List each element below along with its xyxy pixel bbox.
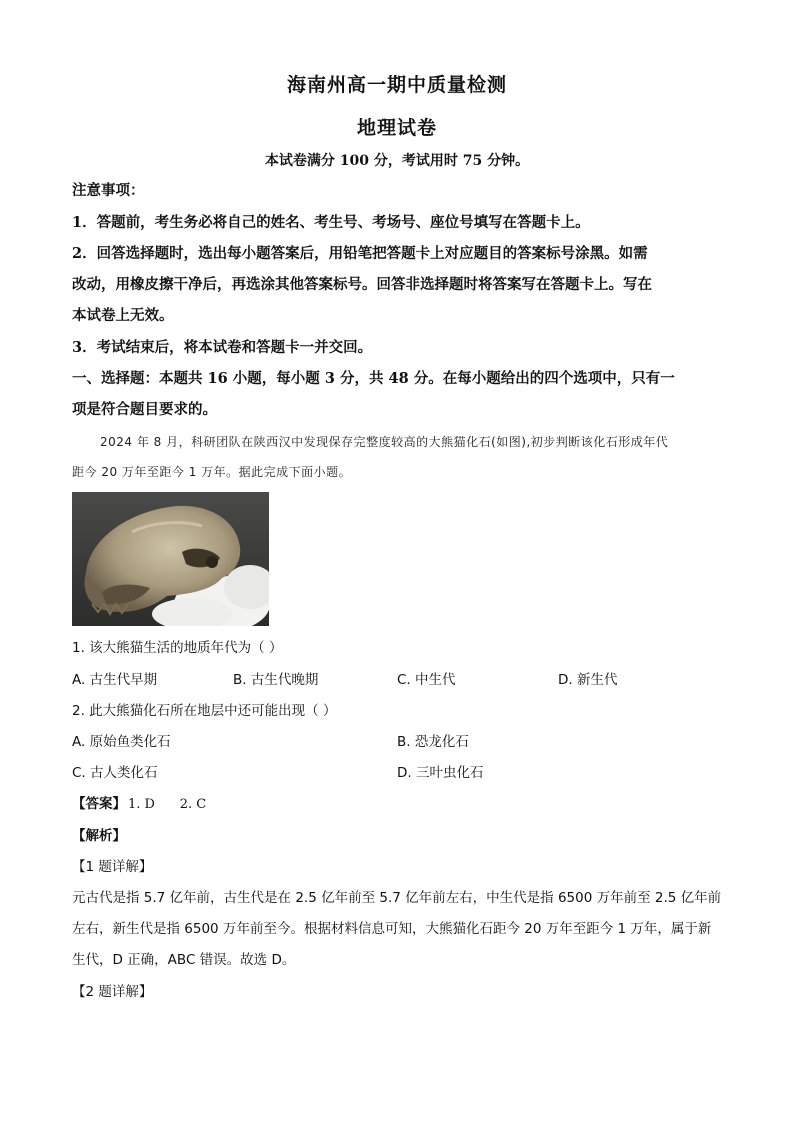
notes-heading: 注意事项： — [72, 182, 145, 199]
q2-detail-tag: 【2 题详解】 — [72, 984, 153, 1000]
material-line-2: 距今 20 万年至距今 1 万年。据此完成下面小题。 — [72, 465, 352, 479]
question-1-stem: 1. 该大熊猫生活的地质年代为（ ） — [72, 640, 283, 656]
exam-title: 海南州高一期中质量检测 — [286, 74, 507, 96]
answer-value: 1. D 2. C — [128, 797, 207, 812]
question-2-option-b[interactable]: B. 恐龙化石 — [397, 734, 469, 750]
analysis-tag: 【解析】 — [72, 828, 126, 844]
section-heading-line-2: 项是符合题目要求的。 — [72, 401, 217, 418]
note-item-2-line-3: 本试卷上无效。 — [72, 307, 174, 324]
note-item-2-line-2: 改动，用橡皮擦干净后，再选涂其他答案标号。回答非选择题时将答案写在答题卡上。写在 — [72, 276, 652, 293]
question-2-option-d[interactable]: D. 三叶虫化石 — [397, 765, 484, 781]
exam-info: 本试卷满分 100 分，考试用时 75 分钟。 — [264, 153, 530, 169]
note-item-3: 3．考试结束后，将本试卷和答题卡一并交回。 — [72, 339, 373, 356]
question-1-option-b[interactable]: B. 古生代晚期 — [233, 672, 319, 688]
q1-detail-line-1: 元古代是指 5.7 亿年前，古生代是在 2.5 亿年前至 5.7 亿年前左右，中生代是指 6500 万年前至 2.5 亿年前 — [72, 890, 722, 906]
panda-fossil-image — [72, 492, 269, 626]
q1-detail-line-2: 左右，新生代是指 6500 万年前至今。根据材料信息可知，大熊猫化石距今 20 万年至距今 1 万年，属于新 — [72, 921, 712, 937]
material-line-1: 2024 年 8 月，科研团队在陕西汉中发现保存完整度较高的大熊猫化石(如图),初步判断该化石形成年代 — [100, 435, 669, 449]
subject-title: 地理试卷 — [356, 117, 437, 139]
question-1-option-c[interactable]: C. 中生代 — [397, 672, 456, 688]
q1-detail-line-3: 生代，D 正确，ABC 错误。故选 D。 — [72, 952, 296, 968]
note-item-1: 1．答题前，考生务必将自己的姓名、考生号、考场号、座位号填写在答题卡上。 — [72, 214, 590, 231]
note-item-2-line-1: 2．回答选择题时，选出每小题答案后，用铅笔把答题卡上对应题目的答案标号涂黑。如需 — [72, 245, 648, 262]
answer-tag: 【答案】 — [72, 796, 126, 812]
panda-fossil-photo — [72, 492, 269, 626]
question-2-stem: 2. 此大熊猫化石所在地层中还可能出现（ ） — [72, 703, 337, 719]
q1-detail-tag: 【1 题详解】 — [72, 859, 153, 875]
section-heading-line-1: 一、选择题：本题共 16 小题，每小题 3 分，共 48 分。在每小题给出的四个选项中，只有一 — [72, 370, 675, 387]
question-1-option-d[interactable]: D. 新生代 — [558, 672, 618, 688]
question-2-option-c[interactable]: C. 古人类化石 — [72, 765, 158, 781]
answer-line — [72, 794, 732, 815]
question-1-option-a[interactable]: A. 古生代早期 — [72, 672, 158, 688]
question-2-option-a[interactable]: A. 原始鱼类化石 — [72, 734, 171, 750]
